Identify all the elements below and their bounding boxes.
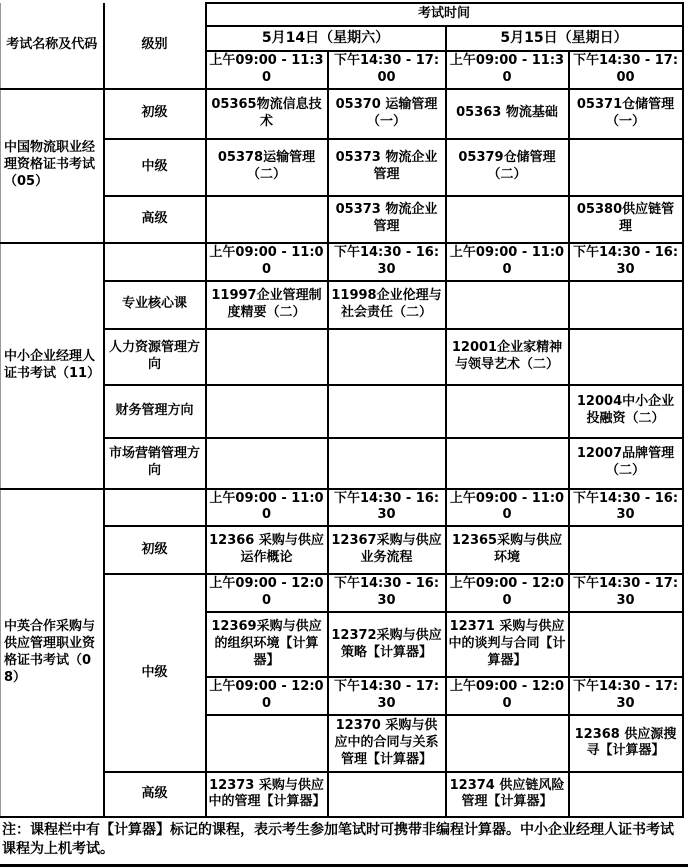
time-slot-cell: 上午09:00 - 12:00 [446, 574, 569, 612]
empty-cell [206, 715, 328, 772]
date-header-cell: 5月14日（星期六） [206, 26, 446, 51]
time-slot-cell: 下午14:30 - 16:30 [328, 574, 446, 612]
course-cell: 12007品牌管理（二） [569, 438, 683, 489]
empty-cell [446, 385, 569, 438]
empty-cell [446, 715, 569, 772]
exam-schedule-table [0, 2, 684, 818]
footnote: 注：课程栏中有【计算器】标记的课程，表示考生参加笔试时可携带非编程计算器。中小企业经理人证书考试课程为上机考试。 [0, 818, 688, 867]
level-label-cell: 高级 [104, 196, 206, 243]
empty-cell [328, 438, 446, 489]
empty-cell [569, 612, 683, 677]
exam-section-title-cell: 中英合作采购与供应管理职业资格证书考试（08） [1, 489, 104, 817]
time-slot-cell: 上午09:00 - 11:00 [446, 243, 569, 281]
empty-cell [104, 489, 206, 527]
course-cell: 05365物流信息技术 [206, 89, 328, 139]
course-cell: 12373 采购与供应中的管理【计算器】 [206, 772, 328, 817]
course-cell: 05380供应链管理 [569, 196, 683, 243]
table-row [1, 489, 683, 527]
table-row [1, 772, 683, 817]
time-slot-cell: 下午14:30 - 17:30 [569, 677, 683, 715]
time-slot-cell: 上午09:00 - 12:00 [446, 677, 569, 715]
course-cell: 11997企业管理制度精要（二） [206, 281, 328, 329]
level-label-cell: 中级 [104, 139, 206, 196]
header-exam-name-code-cell: 考试名称及代码 [1, 3, 104, 89]
time-slot-cell: 下午14:30 - 17:00 [569, 51, 683, 89]
course-cell: 11998企业伦理与社会责任（二） [328, 281, 446, 329]
time-slot-cell: 上午09:00 - 11:00 [446, 489, 569, 527]
empty-cell [328, 772, 446, 817]
level-label-cell: 初级 [104, 526, 206, 574]
empty-cell [569, 526, 683, 574]
empty-cell [206, 196, 328, 243]
empty-cell [328, 329, 446, 385]
header-exam-time-cell: 考试时间 [206, 3, 683, 26]
course-cell: 12369采购与供应的组织环境【计算器】 [206, 612, 328, 677]
empty-cell [446, 438, 569, 489]
empty-cell [446, 196, 569, 243]
table-row [1, 526, 683, 574]
time-slot-cell: 上午09:00 - 12:00 [206, 677, 328, 715]
empty-cell [206, 438, 328, 489]
course-cell: 12365采购与供应环境 [446, 526, 569, 574]
time-slot-cell: 下午14:30 - 17:30 [569, 574, 683, 612]
table-row [1, 438, 683, 489]
course-cell: 12004中小企业投融资（二） [569, 385, 683, 438]
level-label-cell: 高级 [104, 772, 206, 817]
level-label-cell: 市场营销管理方向 [104, 438, 206, 489]
course-cell: 05370 运输管理（一） [328, 89, 446, 139]
course-cell: 12366 采购与供应运作概论 [206, 526, 328, 574]
course-cell: 05363 物流基础 [446, 89, 569, 139]
header-level-cell: 级别 [104, 3, 206, 89]
table-row [1, 89, 683, 139]
date-header-cell: 5月15日（星期日） [446, 26, 683, 51]
time-slot-cell: 下午14:30 - 16:30 [328, 489, 446, 527]
empty-cell [569, 772, 683, 817]
table-row [1, 574, 683, 612]
empty-cell [569, 139, 683, 196]
empty-cell [569, 329, 683, 385]
table-row [1, 3, 683, 26]
time-slot-cell: 下午14:30 - 17:30 [328, 677, 446, 715]
table-row [1, 329, 683, 385]
time-slot-cell: 下午14:30 - 16:30 [328, 243, 446, 281]
course-cell: 05371仓储管理（一） [569, 89, 683, 139]
exam-section-title-cell: 中国物流职业经理资格证书考试（05） [1, 89, 104, 243]
table-row [1, 281, 683, 329]
empty-cell [328, 385, 446, 438]
time-slot-cell: 下午14:30 - 16:30 [569, 243, 683, 281]
course-cell: 05373 物流企业管理 [328, 196, 446, 243]
course-cell: 12367采购与供应业务流程 [328, 526, 446, 574]
table-row [1, 139, 683, 196]
course-cell: 12372采购与供应策略【计算器】 [328, 612, 446, 677]
time-slot-cell: 上午09:00 - 11:30 [206, 51, 328, 89]
course-cell: 12370 采购与供应中的合同与关系管理【计算器】 [328, 715, 446, 772]
time-slot-cell: 上午09:00 - 11:30 [446, 51, 569, 89]
course-cell: 12374 供应链风险管理【计算器】 [446, 772, 569, 817]
empty-cell [569, 281, 683, 329]
time-slot-cell: 上午09:00 - 11:00 [206, 489, 328, 527]
time-slot-cell: 下午14:30 - 16:30 [569, 489, 683, 527]
empty-cell [206, 329, 328, 385]
course-cell: 05378运输管理（二） [206, 139, 328, 196]
level-label-cell: 专业核心课 [104, 281, 206, 329]
level-label-cell: 财务管理方向 [104, 385, 206, 438]
course-cell: 12371 采购与供应中的谈判与合同【计算器】 [446, 612, 569, 677]
time-slot-cell: 上午09:00 - 11:00 [206, 243, 328, 281]
empty-cell [206, 385, 328, 438]
table-row [1, 196, 683, 243]
table-row [1, 385, 683, 438]
table-row [1, 243, 683, 281]
course-cell: 05373 物流企业管理 [328, 139, 446, 196]
course-cell: 12001企业家精神与领导艺术（二） [446, 329, 569, 385]
course-cell: 12368 供应源搜寻【计算器】 [569, 715, 683, 772]
exam-section-title-cell: 中小企业经理人证书考试（11） [1, 243, 104, 489]
level-label-cell: 人力资源管理方向 [104, 329, 206, 385]
empty-cell [104, 243, 206, 281]
time-slot-cell: 下午14:30 - 17:00 [328, 51, 446, 89]
level-label-cell: 初级 [104, 89, 206, 139]
course-cell: 05379仓储管理（二） [446, 139, 569, 196]
time-slot-cell: 上午09:00 - 12:00 [206, 574, 328, 612]
exam-table-body [1, 3, 683, 817]
level-label-cell: 中级 [104, 574, 206, 772]
empty-cell [446, 281, 569, 329]
